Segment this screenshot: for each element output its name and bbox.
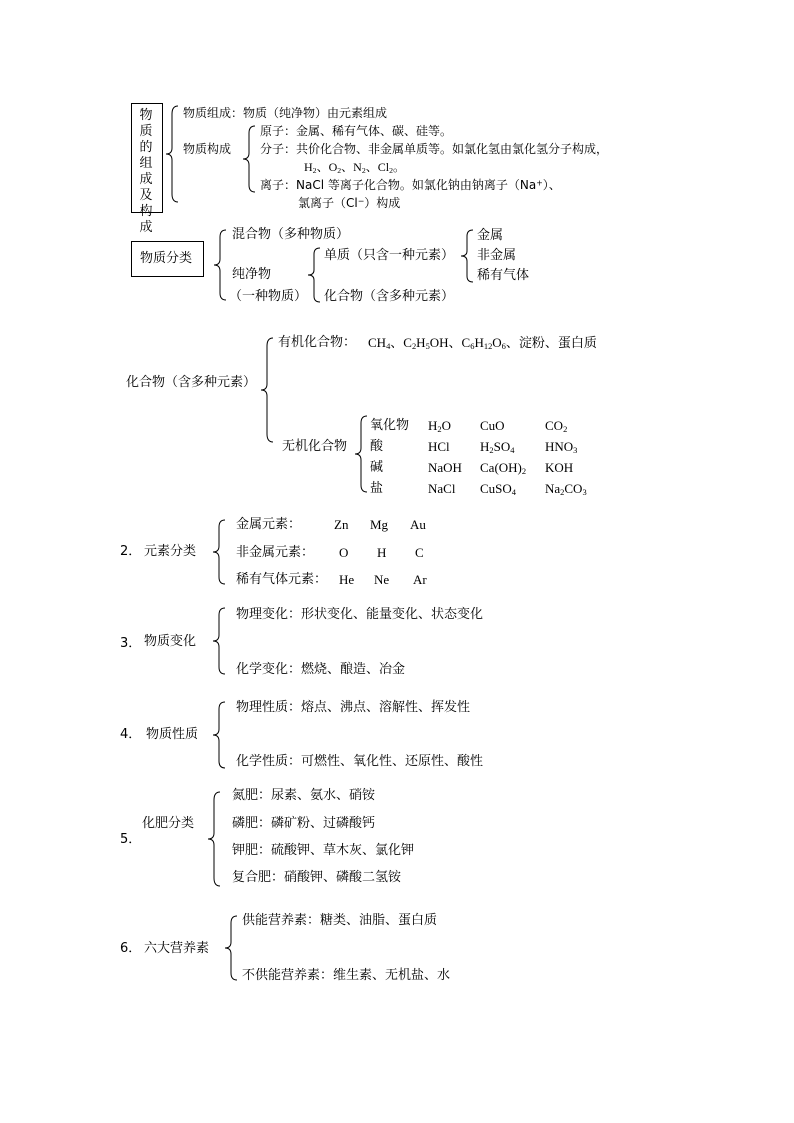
brace-sec4: [213, 520, 227, 584]
organic-label: 有机化合物：: [278, 335, 357, 350]
inorganic-row-item: NaOH: [428, 460, 462, 475]
pure-label-1: 纯净物: [232, 267, 272, 282]
brace-sec2-element: [461, 230, 475, 282]
brace-sec3-inorganic: [355, 416, 369, 492]
noble-element-label: 稀有气体元素：: [236, 572, 328, 587]
inorganic-row-label: 碱: [370, 460, 384, 475]
metal-label: 金属: [477, 228, 504, 243]
compound-label: 化合物（含多种元素）: [324, 289, 455, 304]
inorganic-row-item: $Ca(OH)_2$: [480, 460, 527, 477]
change-title: 物质变化: [144, 634, 197, 649]
compound-root: 化合物（含多种元素）: [126, 375, 257, 390]
chemical-property: 化学性质：可燃性、氧化性、还原性、酸性: [236, 754, 484, 769]
nitrogen-fertilizer: 氮肥：尿素、氨水、硝铵: [232, 788, 376, 803]
classification-title: 物质分类: [140, 251, 193, 266]
noble-element-2: Ne: [374, 572, 390, 587]
brace-sec3-main: [261, 338, 275, 442]
physical-change: 物理变化：形状变化、能量变化、状态变化: [236, 607, 484, 622]
potash-fertilizer: 钾肥：硫酸钾、草木灰、氯化钾: [232, 843, 415, 858]
structure-label: 物质构成: [183, 142, 232, 156]
section-6-number: 6．: [120, 941, 142, 956]
section-5-number: 5．: [120, 832, 142, 847]
inorganic-row-label: 盐: [370, 481, 384, 496]
mixture-label: 混合物（多种物质）: [232, 227, 350, 242]
noble-element-3: Ar: [413, 572, 427, 587]
brace-sec2-main: [214, 230, 228, 300]
nonmetal-element-3: C: [415, 545, 424, 560]
noble-element-1: He: [339, 572, 355, 587]
section-4-number: 4．: [120, 727, 142, 742]
composition-title: 物质的组成及构成: [139, 108, 153, 235]
nonmetal-label: 非金属: [477, 248, 517, 263]
inorganic-row-item: $Na_2CO_3$: [545, 481, 587, 498]
brace-sec2-pure: [308, 248, 322, 302]
energy-nutrients: 供能营养素：糖类、油脂、蛋白质: [242, 913, 438, 928]
inorganic-row-label: 氧化物: [370, 418, 410, 433]
brace-sec6: [213, 702, 227, 768]
inorganic-label: 无机化合物: [282, 439, 348, 454]
phosphate-fertilizer: 磷肥：磷矿粉、过磷酸钙: [232, 816, 376, 831]
inorganic-row-item: $H_2O$: [428, 418, 451, 435]
inorganic-row-item: NaCl: [428, 481, 456, 496]
inorganic-row-item: $HNO_3$: [545, 439, 578, 456]
composition-line: 物质组成：物质（纯净物）由元素组成: [183, 106, 388, 120]
section-2-number: 2．: [120, 544, 142, 559]
brace-sec1-structure: [243, 126, 257, 192]
section-3-number: 3．: [120, 636, 142, 651]
element-class-title: 元素分类: [144, 544, 197, 559]
ion-line-1: 离子：NaCl 等离子化合物。如氯化钠由钠离子（Na+）、: [260, 178, 561, 192]
compound-fertilizer: 复合肥：硝酸钾、磷酸二氢铵: [232, 870, 402, 885]
brace-sec7: [208, 792, 222, 886]
physical-property: 物理性质：熔点、沸点、溶解性、挥发性: [236, 700, 471, 715]
nonmetal-element-label: 非金属元素：: [236, 545, 315, 560]
molecule-examples: $H_2$、$O_2$、$N_2$、$Cl_2$。: [304, 160, 405, 175]
nonmetal-element-2: H: [377, 545, 387, 560]
ion-line-2: 氯离子（Cl−）构成: [298, 196, 401, 210]
inorganic-row-item: $CO_2$: [545, 418, 568, 435]
inorganic-row-item: KOH: [545, 460, 574, 475]
brace-sec1-main: [166, 106, 180, 202]
metal-element-2: Mg: [370, 517, 389, 532]
molecule-line: 分子：共价化合物、非金属单质等。如氯化氢由氯化氢分子构成，: [260, 142, 609, 156]
fertilizer-title: 化肥分类: [142, 816, 195, 831]
inorganic-row-item: $H_2SO_4$: [480, 439, 515, 456]
non-energy-nutrients: 不供能营养素：维生素、无机盐、水: [242, 968, 451, 983]
metal-element-label: 金属元素：: [236, 517, 302, 532]
metal-element-1: Zn: [334, 517, 349, 532]
inorganic-row-label: 酸: [370, 439, 384, 454]
metal-element-3: Au: [410, 517, 426, 532]
nonmetal-element-1: O: [339, 545, 349, 560]
chemical-change: 化学变化：燃烧、酿造、冶金: [236, 662, 406, 677]
brace-sec8: [225, 916, 239, 980]
brace-sec5: [213, 608, 227, 674]
inorganic-row-item: HCl: [428, 439, 450, 454]
element-substance-label: 单质（只含一种元素）: [324, 248, 455, 263]
pure-label-2: （一种物质）: [229, 289, 308, 304]
inorganic-row-item: CuO: [480, 418, 505, 433]
organic-examples: $CH_4$、$C_2H_5OH$、$C_6H_{12}O_6$、淀粉、蛋白质: [368, 335, 597, 352]
property-title: 物质性质: [146, 727, 199, 742]
noble-gas-label: 稀有气体: [477, 268, 530, 283]
atom-line: 原子：金属、稀有气体、碳、硅等。: [260, 124, 453, 138]
inorganic-row-item: CuSO$_4$: [480, 481, 517, 498]
nutrient-title: 六大营养素: [144, 941, 210, 956]
